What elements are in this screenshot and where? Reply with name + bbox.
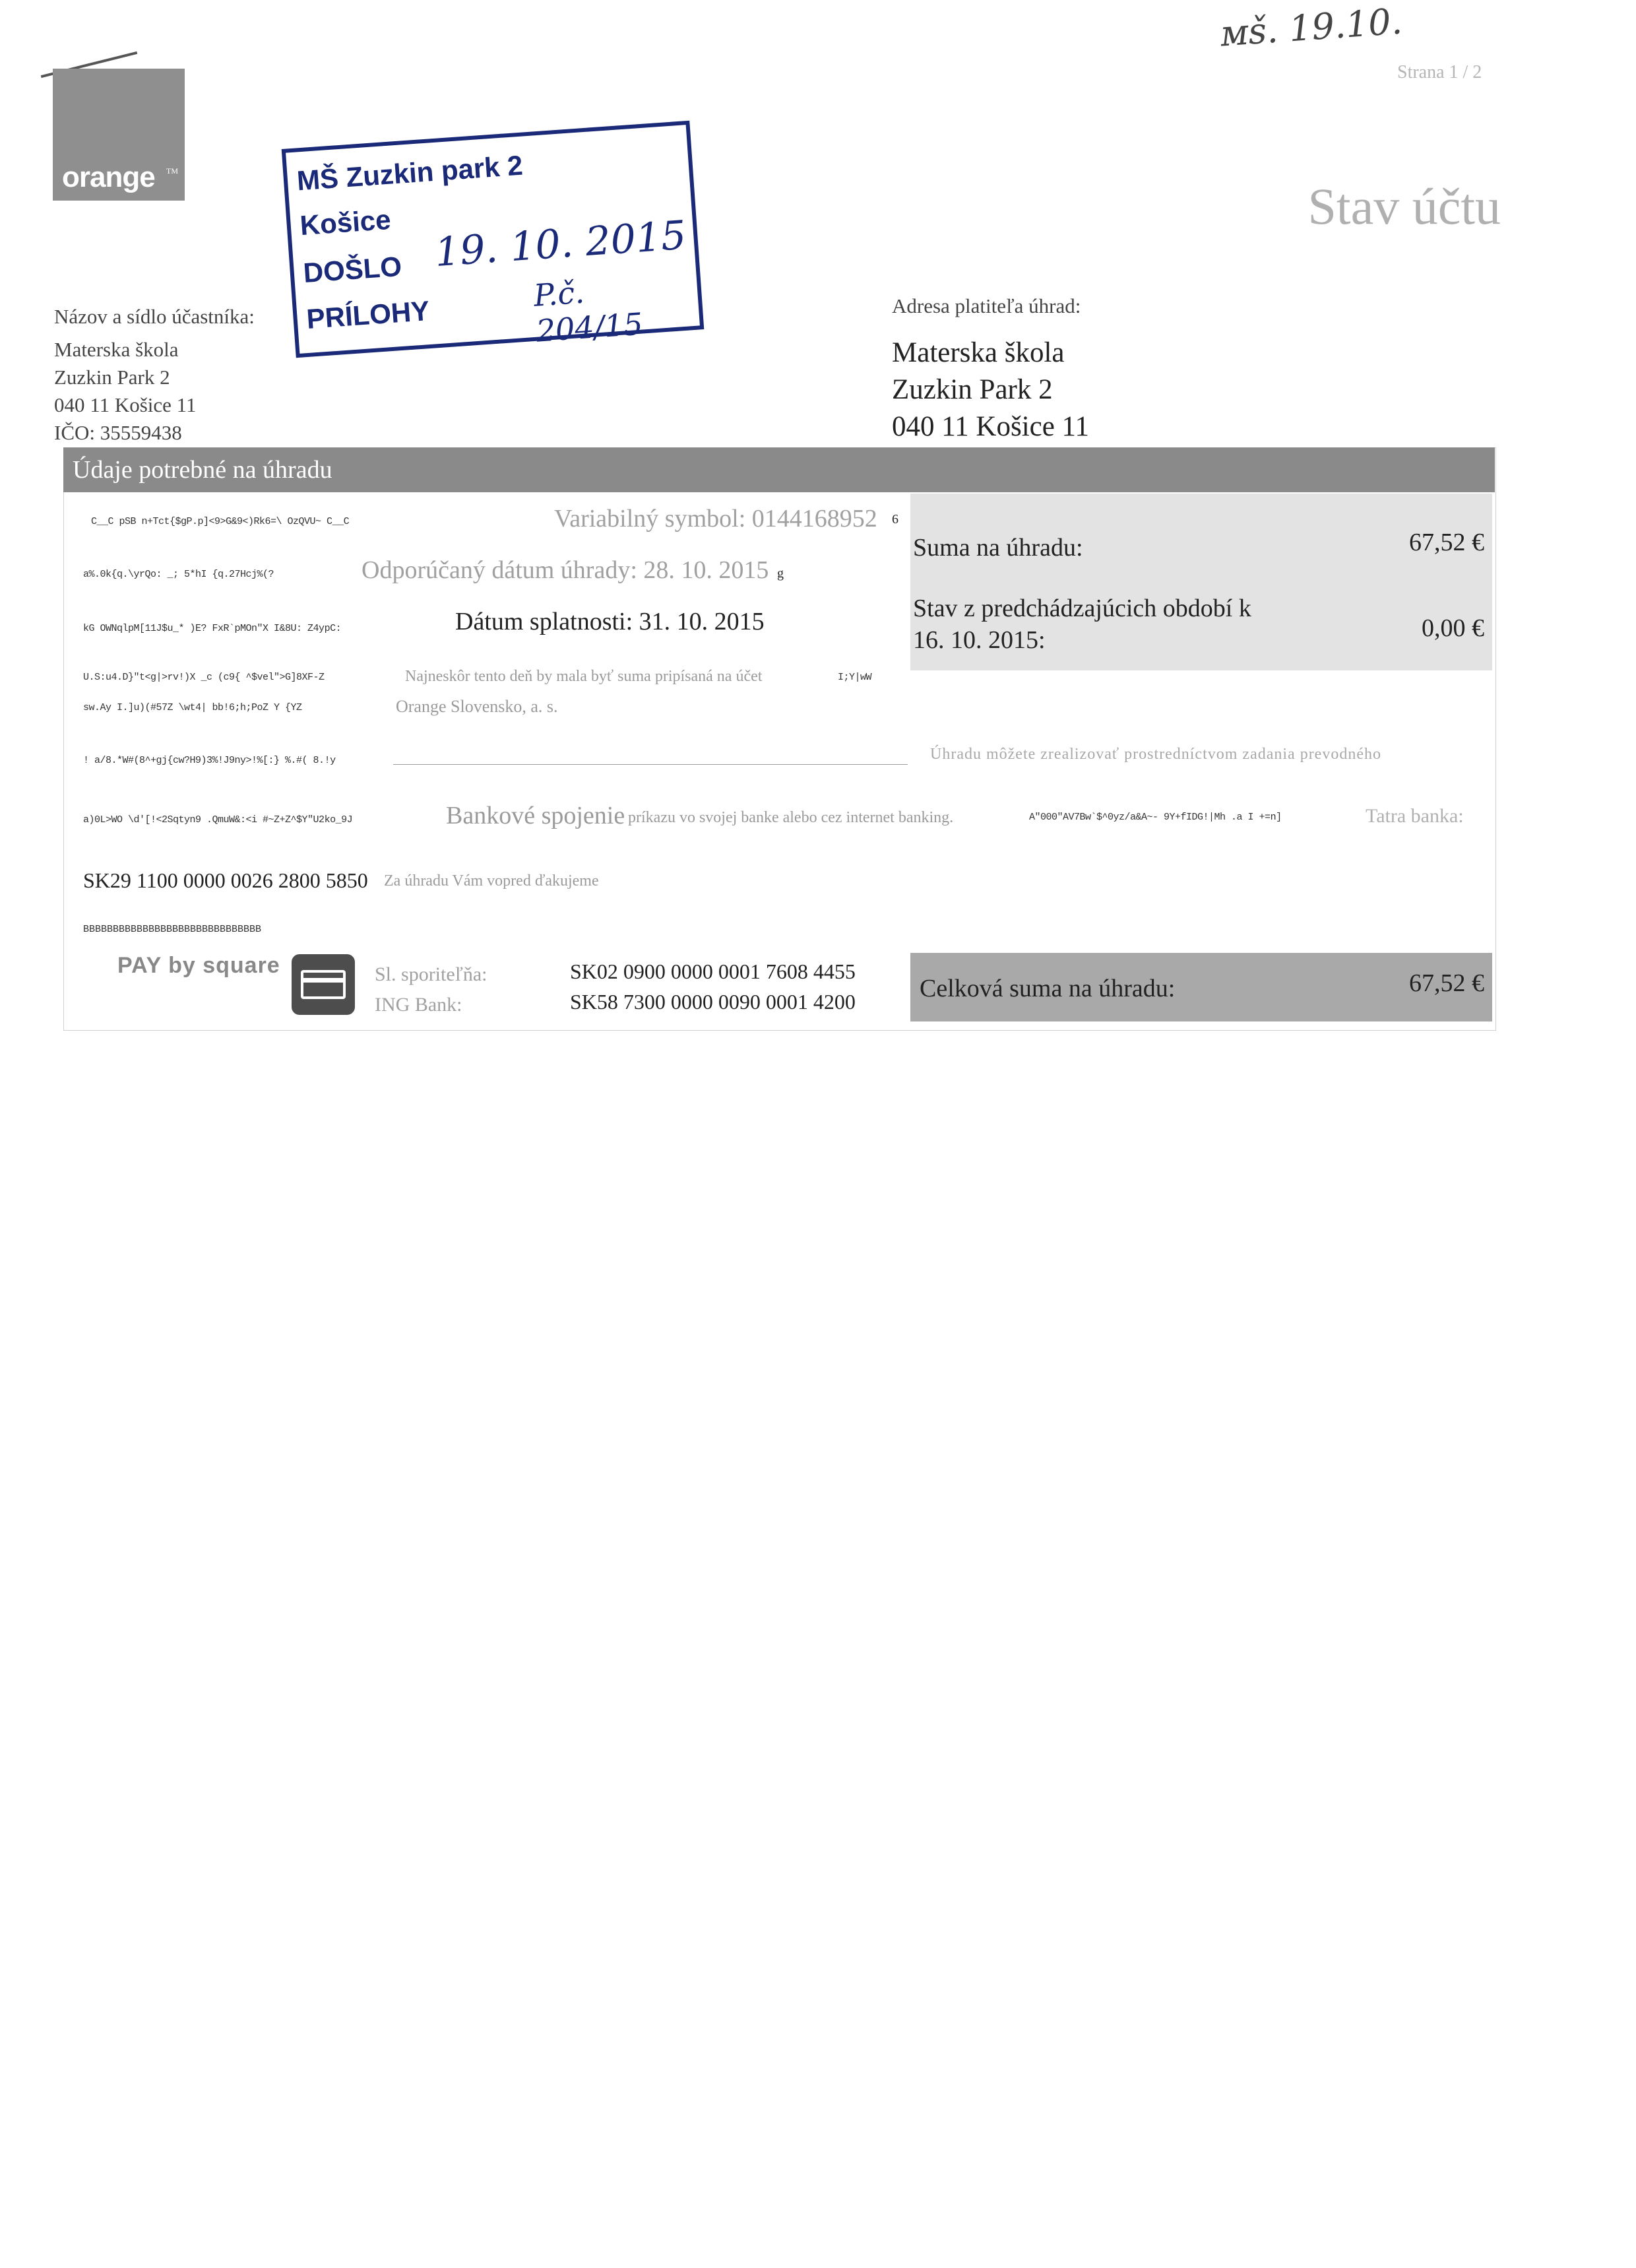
participant-name: Materska škola — [54, 338, 179, 361]
ocr-noise-9: BBBBBBBBBBBBBBBBBBBBBBBBBBBBBB — [83, 924, 262, 935]
ocr-noise-6: ! a/8.*W#(8^+gj{cw?H9)3%!J9ny>!%[:} %.#( 8.!y — [83, 755, 336, 766]
participant-ico: IČO: 35559438 — [54, 421, 182, 444]
payment-note-transfer: Úhradu môžete zrealizovať prostredníctvom zadania prevodného — [930, 746, 1381, 763]
sum-value: 67,52 € — [1409, 529, 1484, 556]
ocr-noise-5: sw.Ay I.]u)(#57Z \wt4| bb!6;h;PoZ Y {YZ — [83, 702, 302, 713]
sum-label: Suma na úhradu: — [913, 534, 1083, 562]
payment-card-icon — [292, 954, 355, 1015]
ocr-noise-4: U.S:u4.D}"t<g|>rv!)X _c (c9{ ^$vel">G]8XF-Z — [83, 672, 325, 683]
page-number: Strana 1 / 2 — [1397, 62, 1482, 82]
ing-label: ING Bank: — [375, 994, 462, 1016]
due-date: Dátum splatnosti: 31. 10. 2015 — [455, 608, 765, 635]
stamp-handwritten-number: P.č. 204/15 — [532, 274, 645, 349]
handwritten-note: ᴍš. 19.10. — [1219, 0, 1404, 55]
slsp-label: Sl. sporiteľňa: — [375, 963, 488, 985]
previous-balance-date: 16. 10. 2015: — [913, 626, 1046, 654]
document-title: Stav účtu — [1307, 178, 1501, 235]
previous-balance-label: Stav z predchádzajúcich období k — [913, 595, 1251, 622]
variable-symbol-suffix: 6 — [892, 512, 898, 527]
total-label: Celková suma na úhradu: — [920, 975, 1176, 1002]
previous-balance-value: 0,00 € — [1422, 614, 1484, 642]
variable-symbol: Variabilný symbol: 0144168952 — [554, 505, 877, 533]
thanks-note: Za úhradu Vám vopred ďakujeme — [384, 872, 599, 890]
recommended-date-suffix: g — [777, 566, 784, 581]
payment-note-deadline: Najneskôr tento deň by mala byť suma pripísaná na účet — [405, 668, 763, 685]
payer-label: Adresa platiteľa úhrad: — [892, 294, 1081, 317]
stamp-received: DOŠLO — [302, 250, 403, 289]
tatra-bank-label: Tatra banka: — [1366, 805, 1464, 827]
received-stamp — [282, 121, 705, 358]
ocr-noise-3: kG OWNqlpM[11J$u_* )E? FxR`pMOn"X I&8U: Z4ypC: — [83, 623, 342, 634]
tatra-bank-iban: SK29 1100 0000 0026 2800 5850 — [83, 868, 368, 892]
ocr-noise-2: a%.0k{q.\yrQo: _; 5*hI {q.27Hcj%(? — [83, 569, 274, 580]
ing-iban: SK58 7300 0000 0090 0001 4200 — [570, 990, 856, 1014]
payment-note-company: Orange Slovensko, a. s. — [396, 697, 558, 716]
logo-text: orange — [62, 161, 155, 193]
logo-trademark: TM — [166, 166, 178, 176]
stamp-handwritten-date: 19. 10. 2015 — [433, 212, 688, 276]
payer-street: Zuzkin Park 2 — [892, 374, 1053, 405]
stamp-school: MŠ Zuzkin park 2 — [296, 149, 524, 197]
payer-city: 040 11 Košice 11 — [892, 411, 1089, 442]
payer-name: Materska škola — [892, 337, 1065, 368]
ocr-noise-1: C__C pSB n+Tct{$gP.p]<9>G&9<)Rk6=\ OzQVU~ C__C — [91, 516, 350, 527]
payment-section-title: Údaje potrebné na úhradu — [73, 456, 332, 484]
recommended-payment-date: Odporúčaný dátum úhrady: 28. 10. 2015 — [362, 556, 769, 584]
participant-city: 040 11 Košice 11 — [54, 393, 197, 416]
stamp-city: Košice — [299, 203, 392, 242]
ocr-noise-7: a)0L>WO \d'[!<2Sqtyn9 .QmuW&:<i #~Z+Z^$Y"U2ko_9J — [83, 814, 353, 826]
orange-logo — [53, 69, 185, 201]
total-value: 67,52 € — [1409, 969, 1484, 997]
payment-note-bank: príkazu vo svojej banke alebo cez internet banking. — [628, 809, 954, 826]
divider-line — [393, 764, 908, 765]
bank-connection-label: Bankové spojenie — [446, 802, 625, 829]
pay-by-square-label: PAY by square — [117, 953, 280, 978]
stamp-attachments: PRÍLOHY — [305, 295, 431, 335]
slsp-iban: SK02 0900 0000 0001 7608 4455 — [570, 959, 856, 983]
ocr-noise-8: A"000"AV7Bw`$^0yz/a&A~- 9Y+fIDG!|Mh .a I +=n] — [1029, 812, 1282, 823]
ocr-noise-4b: I;Y|wW — [838, 672, 872, 683]
participant-street: Zuzkin Park 2 — [54, 366, 170, 389]
participant-label: Názov a sídlo účastníka: — [54, 305, 255, 328]
